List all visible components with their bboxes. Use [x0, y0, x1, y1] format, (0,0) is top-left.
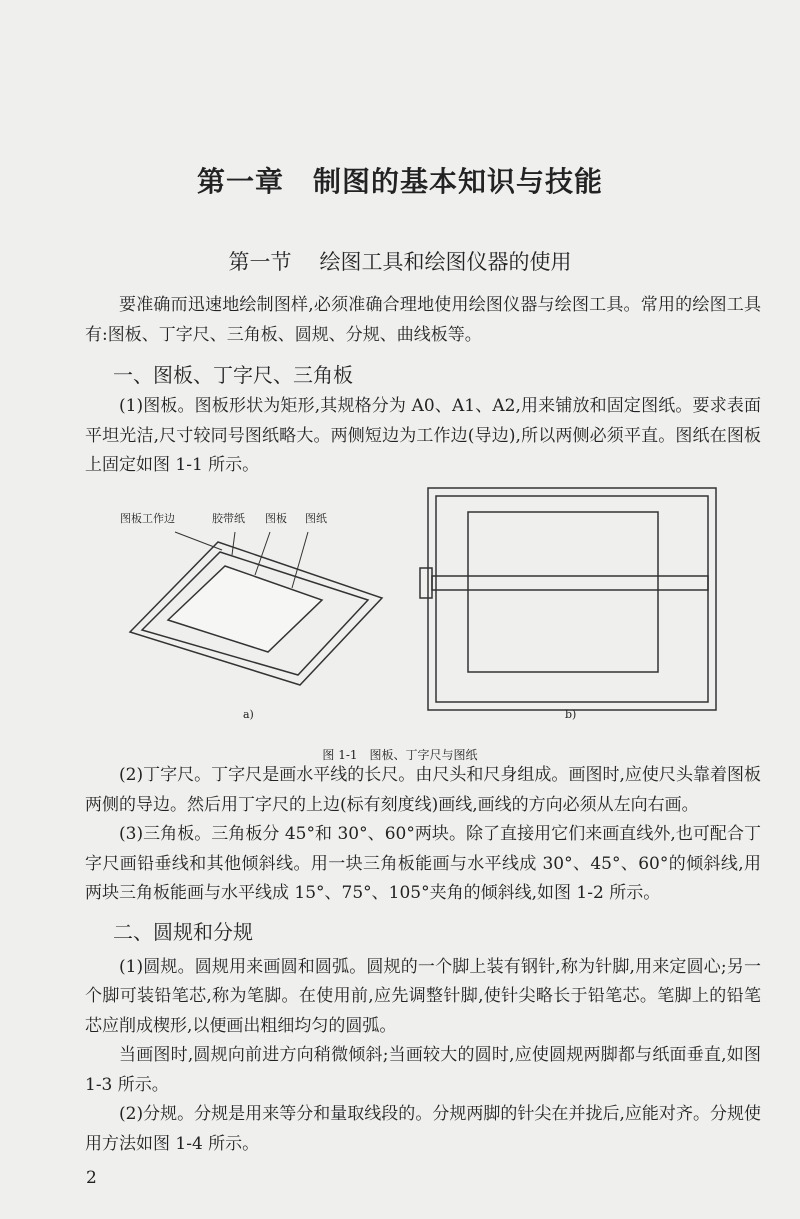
label-paper: 图纸 [305, 512, 327, 525]
section-title [0, 246, 800, 276]
divider-paragraph: (2)分规。分规是用来等分和量取线段的。分规两脚的针尖在并拢后,应能对齐。分规使用方法如图 1-4 所示。 [85, 1104, 761, 1154]
triangle-paragraph: (3)三角板。三角板分 45°和 30°、60°两块。除了直接用它们来画直线外,也可配合丁字尺画铅垂线和其他倾斜线。用一块三角板能画与水平线成 30°、45°、60°的倾斜线,用两块三角板能画与水平线成 15°、75°、105°夹角的倾斜线,如图 1-2 所示。 [85, 824, 761, 903]
intro-paragraph: 要准确而迅速地绘制图样,必须准确合理地使用绘图仪器与绘图工具。常用的绘图工具有:图板、丁字尺、三角板、圆规、分规、曲线板等。 [85, 295, 761, 345]
label-tape: 胶带纸 [212, 512, 245, 525]
text-block-1 [85, 291, 761, 481]
board-paragraph: (1)图板。图板形状为矩形,其规格分为 A0、A1、A2,用来铺放和固定图纸。要求表面平坦光洁,尺寸较同号图纸略大。两侧短边为工作边(导边),所以两侧必须平直。图纸在图板上固定如图 1-1 所示。 [85, 396, 761, 475]
figure-b-t-square [420, 488, 716, 710]
figure-a-drawing-board [130, 532, 382, 685]
figure-caption: 图 1-1 图板、丁字尺与图纸 [322, 748, 478, 762]
heading-compass: 二、圆规和分规 [113, 919, 253, 944]
compass-paragraph: (1)圆规。圆规用来画圆和圆弧。圆规的一个脚上装有钢针,称为针脚,用来定圆心;另一个脚可装铅笔芯,称为笔脚。在使用前,应先调整针脚,使针尖略长于铅笔芯。笔脚上的铅笔芯应削成楔形,以便画出粗细均匀的圆弧。 [85, 956, 761, 1036]
tsquare-paragraph: (2)丁字尺。丁字尺是画水平线的长尺。由尺头和尺身组成。画图时,应使尺头靠着图板两侧的导边。然后用丁字尺的上边(标有刻度线)画线,画线的方向必须从左向右画。 [85, 765, 761, 815]
label-board-edge: 图板工作边 [120, 512, 175, 525]
subfigure-a-label: a) [243, 708, 254, 721]
heading-board: 一、图板、丁字尺、三角板 [113, 363, 353, 387]
text-block-2 [85, 761, 761, 1159]
compass-paragraph-2: 当画图时,圆规向前进方向稍微倾斜;当画较大的圆时,应使圆规两脚都与纸面垂直,如图 1-3 所示。 [85, 1045, 761, 1095]
page-number: 2 [86, 1168, 97, 1188]
section-label: 第一节 [228, 250, 292, 274]
figure-1-1 [0, 480, 800, 740]
section-name: 绘图工具和绘图仪器的使用 [319, 250, 572, 274]
chapter-title: 第一章 制图的基本知识与技能 [196, 165, 603, 198]
subfigure-b-label: b) [565, 708, 577, 721]
label-board: 图板 [265, 512, 287, 525]
